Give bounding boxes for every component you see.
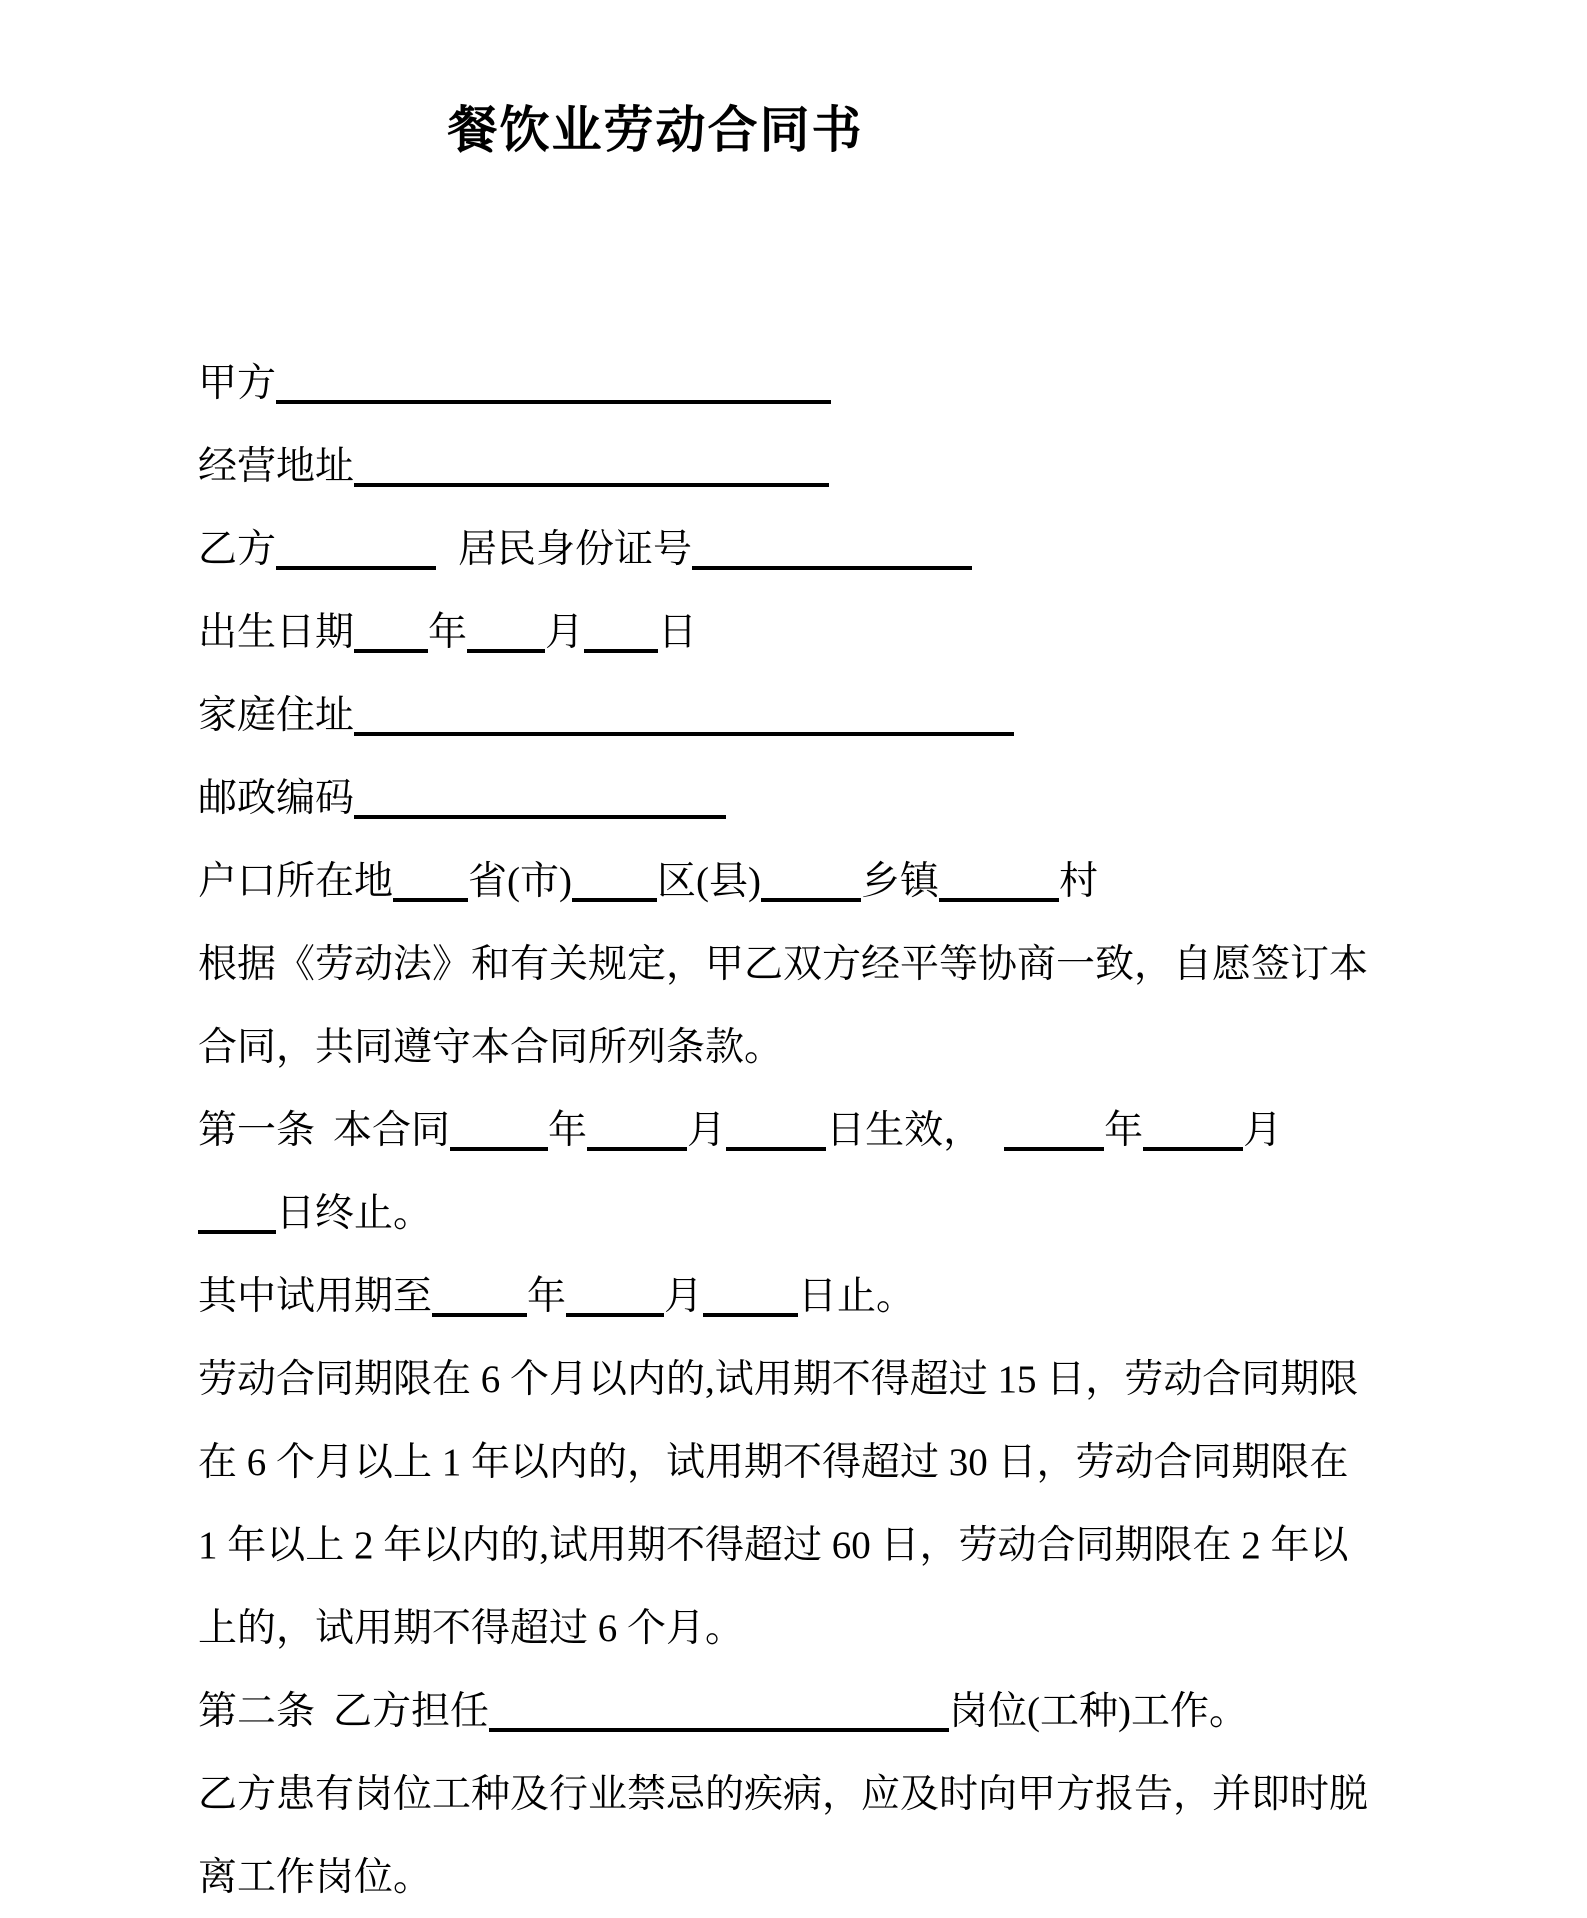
effective-month-blank-field[interactable]: [587, 1135, 687, 1151]
postal-code-row: [198, 757, 1407, 840]
day-label: 日: [658, 611, 698, 654]
postal-code-label: 邮政编码: [198, 777, 355, 820]
preamble-line-2: [198, 1006, 1407, 1089]
home-address-label: 家庭住址: [198, 694, 355, 737]
effective-day-blank-field[interactable]: [726, 1135, 826, 1151]
birth-month-blank-field[interactable]: [467, 637, 545, 653]
birth-day-blank-field[interactable]: [584, 637, 658, 653]
article2-heading: 第二条: [198, 1690, 316, 1733]
business-address-row: [198, 425, 1407, 508]
probation-year-label: 年: [527, 1275, 567, 1318]
probation-month-blank-field[interactable]: [566, 1301, 664, 1317]
article2-suffix: 岗位(工种)工作。: [949, 1690, 1249, 1733]
home-address-blank-field[interactable]: [354, 720, 1014, 736]
probation-day-blank-field[interactable]: [703, 1301, 798, 1317]
province-label: 省(市): [468, 860, 572, 903]
end-month-label: 月: [1243, 1109, 1283, 1152]
article1-heading: 第一条: [198, 1109, 316, 1152]
id-number-blank-field[interactable]: [692, 554, 972, 570]
township-label: 乡镇: [860, 860, 939, 903]
effective-month-label: 月: [687, 1109, 727, 1152]
probation-rules-line-2: [198, 1421, 1407, 1504]
probation-year-blank-field[interactable]: [432, 1301, 527, 1317]
probation-rules-text-3: 1 年以上 2 年以内的,试用期不得超过 60 日，劳动合同期限在 2 年以: [198, 1524, 1349, 1567]
probation-month-label: 月: [664, 1275, 704, 1318]
end-year-blank-field[interactable]: [1004, 1135, 1104, 1151]
position-blank-field[interactable]: [489, 1716, 949, 1732]
probation-rules-text-2: 在 6 个月以上 1 年以内的，试用期不得超过 30 日，劳动合同期限在: [198, 1441, 1349, 1484]
effective-suffix: 日生效，: [826, 1109, 983, 1152]
county-label: 区(县): [657, 860, 761, 903]
province-blank-field[interactable]: [393, 886, 468, 902]
article2-row: [198, 1670, 1407, 1753]
probation-prefix: 其中试用期至: [198, 1275, 433, 1318]
village-blank-field[interactable]: [939, 886, 1059, 902]
preamble-text-2: 合同，共同遵守本合同所列条款。: [198, 1026, 784, 1069]
preamble-text-1: 根据《劳动法》和有关规定，甲乙双方经平等协商一致，自愿签订本: [198, 943, 1369, 986]
birth-date-row: [198, 591, 1407, 674]
probation-rules-line-1: [198, 1338, 1407, 1421]
article2-note-line-2: [198, 1836, 1407, 1918]
end-day-blank-field[interactable]: [198, 1218, 276, 1234]
probation-row: [198, 1255, 1407, 1338]
probation-rules-text-4: 上的，试用期不得超过 6 个月。: [198, 1607, 745, 1650]
party-a-row: [198, 342, 1407, 425]
id-number-label: 居民身份证号: [458, 528, 693, 571]
preamble-line-1: [198, 923, 1407, 1006]
article1-intro: 本合同: [333, 1109, 451, 1152]
article1-terminate-row: [198, 1172, 1407, 1255]
end-year-label: 年: [1104, 1109, 1144, 1152]
residence-row: [198, 840, 1407, 923]
probation-rules-line-3: [198, 1504, 1407, 1587]
probation-rules-text-1: 劳动合同期限在 6 个月以内的,试用期不得超过 15 日，劳动合同期限: [198, 1358, 1359, 1401]
document-title: 餐饮业劳动合同书: [447, 102, 864, 158]
residence-label: 户口所在地: [198, 860, 394, 903]
party-a-label: 甲方: [198, 362, 277, 405]
effective-year-label: 年: [548, 1109, 588, 1152]
postal-code-blank-field[interactable]: [354, 803, 726, 819]
end-month-blank-field[interactable]: [1143, 1135, 1243, 1151]
article2-note-line-1: [198, 1753, 1407, 1836]
party-b-label: 乙方: [198, 528, 277, 571]
probation-suffix: 日止。: [798, 1275, 916, 1318]
effective-year-blank-field[interactable]: [450, 1135, 548, 1151]
birth-date-label: 出生日期: [198, 611, 355, 654]
year-label: 年: [428, 611, 468, 654]
business-address-label: 经营地址: [198, 445, 355, 488]
party-a-blank-field[interactable]: [276, 388, 831, 404]
party-b-row: [198, 508, 1407, 591]
village-label: 村: [1059, 860, 1099, 903]
article2-note-text-1: 乙方患有岗位工种及行业禁忌的疾病，应及时向甲方报告，并即时脱: [198, 1773, 1369, 1816]
article1-row: [198, 1089, 1407, 1172]
county-blank-field[interactable]: [572, 886, 657, 902]
birth-year-blank-field[interactable]: [354, 637, 428, 653]
month-label: 月: [545, 611, 585, 654]
article2-note-text-2: 离工作岗位。: [198, 1856, 433, 1899]
business-address-blank-field[interactable]: [354, 471, 829, 487]
township-blank-field[interactable]: [761, 886, 861, 902]
home-address-row: [198, 674, 1407, 757]
terminate-suffix: 日终止。: [276, 1192, 433, 1235]
probation-rules-line-4: [198, 1587, 1407, 1670]
party-b-name-blank-field[interactable]: [276, 554, 436, 570]
article2-prefix: 乙方担任: [333, 1690, 490, 1733]
